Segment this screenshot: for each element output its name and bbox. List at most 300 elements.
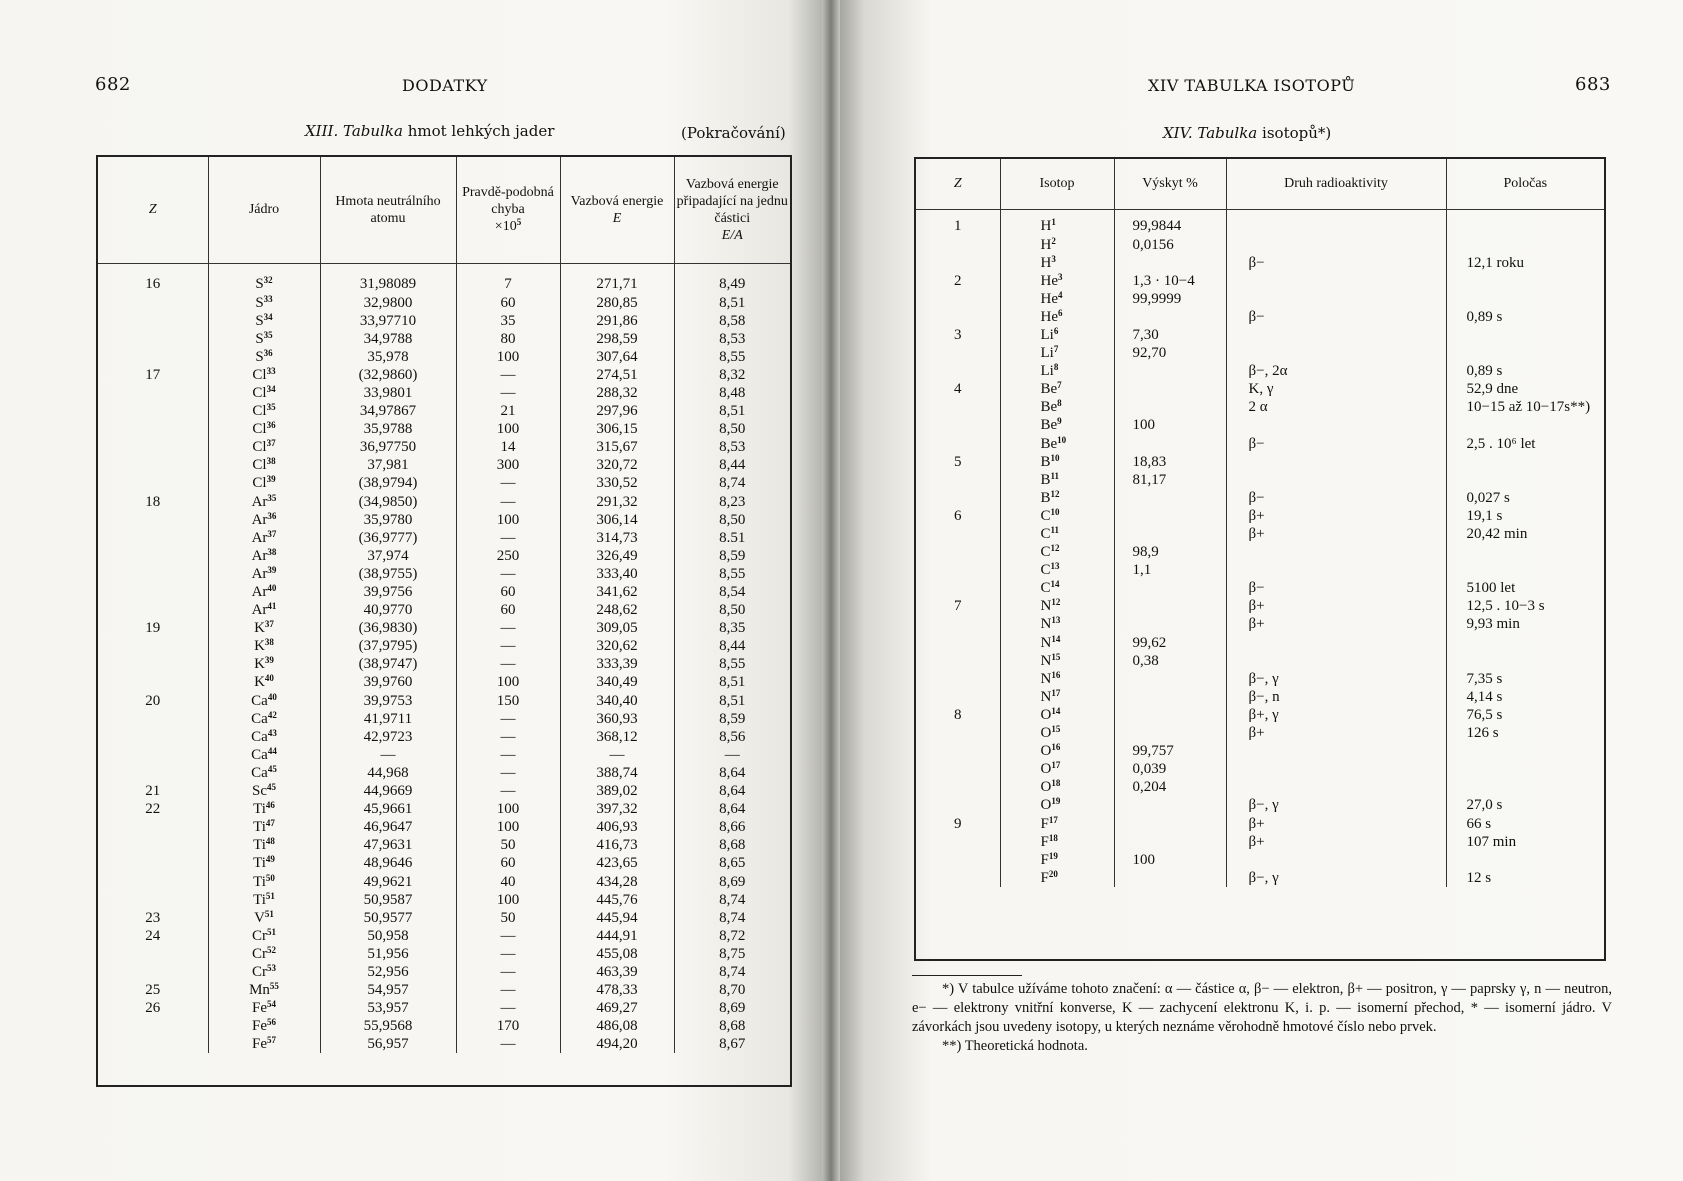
nucleus-symbol: Ar — [251, 584, 268, 600]
cell-isotope — [1000, 209, 1114, 236]
cell-z — [98, 601, 208, 619]
mass-number: 39 — [266, 474, 276, 485]
cell-error: — — [456, 493, 560, 511]
isotope-symbol: C — [1040, 580, 1051, 597]
cell-energy-per-particle: 8,53 — [674, 330, 790, 348]
cell-decay-type: K, γ — [1226, 380, 1446, 398]
cell-error: — — [456, 764, 560, 782]
cell-mass: 32,9800 — [320, 294, 456, 312]
nucleus-symbol: Ar — [251, 493, 268, 510]
cell-abundance — [1114, 706, 1226, 724]
cell-isotope — [1000, 489, 1114, 507]
left-running-head: DODATKY — [402, 76, 488, 95]
nucleus-symbol: Ti — [253, 819, 266, 836]
cell-half-life: 126 s — [1446, 724, 1604, 742]
cell-error: 80 — [456, 330, 560, 348]
cell-mass: 37,974 — [320, 547, 456, 565]
mass-number: 36 — [267, 510, 277, 521]
cell-decay-type — [1226, 471, 1446, 489]
cell-half-life — [1446, 634, 1604, 652]
mass-number: 55 — [269, 981, 279, 992]
table-row — [916, 652, 1604, 670]
cell-isotope — [1000, 471, 1114, 489]
cell-decay-type — [1226, 742, 1446, 760]
cell-energy-per-particle: 8,59 — [674, 547, 790, 565]
cell-half-life: 0,027 s — [1446, 489, 1604, 507]
cell-z — [98, 836, 208, 854]
cell-half-life: 19,1 s — [1446, 507, 1604, 525]
cell-isotope — [1000, 652, 1114, 670]
isotope-symbol: H — [1040, 254, 1052, 271]
mass-number: 43 — [267, 727, 277, 738]
table-row — [916, 742, 1604, 760]
cell-decay-type — [1226, 760, 1446, 778]
cell-isotope — [1000, 760, 1114, 778]
mass-number: 17 — [1051, 687, 1061, 698]
mass-number: 38 — [267, 546, 277, 557]
cell-binding-energy: 368,12 — [560, 728, 674, 746]
mass-number: 37 — [264, 619, 274, 630]
cell-mass: 35,978 — [320, 348, 456, 366]
table-row — [98, 263, 790, 294]
cell-error: 100 — [456, 511, 560, 529]
cell-error: 60 — [456, 601, 560, 619]
nucleus-symbol: Cl — [252, 384, 267, 401]
mass-number: 37 — [267, 528, 277, 539]
cell-nucleus — [208, 818, 320, 836]
cell-mass: 33,9801 — [320, 384, 456, 402]
table-row — [98, 746, 790, 764]
cell-z — [98, 384, 208, 402]
cell-error: 60 — [456, 854, 560, 872]
table-row — [916, 254, 1604, 272]
cell-z — [98, 945, 208, 963]
cell-mass: 33,97710 — [320, 312, 456, 330]
cell-error: 100 — [456, 818, 560, 836]
cell-decay-type — [1226, 634, 1446, 652]
mass-number: 7 — [1057, 380, 1062, 391]
cell-isotope — [1000, 724, 1114, 742]
cell-binding-energy: 445,76 — [560, 891, 674, 909]
caption-word: Tabulka — [343, 122, 403, 140]
isotope-symbol: N — [1040, 616, 1052, 633]
mass-number: 50 — [265, 872, 275, 883]
cell-mass: (36,9777) — [320, 529, 456, 547]
cell-energy-per-particle: 8,75 — [674, 945, 790, 963]
cell-mass: 44,968 — [320, 764, 456, 782]
isotope-symbol: F — [1040, 851, 1049, 868]
cell-energy-per-particle: 8,48 — [674, 384, 790, 402]
cell-abundance: 7,30 — [1114, 326, 1226, 344]
left-page-number: 682 — [95, 74, 131, 95]
cell-half-life: 0,89 s — [1446, 308, 1604, 326]
nucleus-symbol: Ti — [253, 801, 266, 818]
isotope-symbol: O — [1040, 779, 1052, 796]
cell-half-life — [1446, 760, 1604, 778]
cell-z — [916, 833, 1000, 851]
cell-binding-energy: 478,33 — [560, 981, 674, 999]
cell-half-life — [1446, 652, 1604, 670]
table-row — [98, 963, 790, 981]
cell-isotope — [1000, 416, 1114, 434]
cell-binding-energy: 333,40 — [560, 565, 674, 583]
mass-number: 39 — [264, 655, 274, 666]
cell-error: — — [456, 529, 560, 547]
cell-error: 14 — [456, 438, 560, 456]
nucleus-symbol: K — [254, 674, 265, 691]
isotope-symbol: F — [1040, 815, 1049, 832]
mass-number: 45 — [267, 763, 277, 774]
cell-binding-energy: 333,39 — [560, 655, 674, 673]
table-row — [98, 818, 790, 836]
cell-half-life — [1446, 344, 1604, 362]
cell-decay-type: β+ — [1226, 815, 1446, 833]
nucleus-symbol: Sc — [252, 783, 267, 800]
cell-isotope — [1000, 706, 1114, 724]
cell-energy-per-particle: 8,50 — [674, 420, 790, 438]
isotope-symbol: N — [1040, 634, 1052, 651]
isotope-symbol: Li — [1040, 326, 1054, 343]
cell-nucleus — [208, 330, 320, 348]
cell-isotope — [1000, 507, 1114, 525]
cell-energy-per-particle: 8,64 — [674, 764, 790, 782]
table-row — [98, 945, 790, 963]
table-row — [98, 1035, 790, 1053]
cell-decay-type: β−, γ — [1226, 670, 1446, 688]
cell-mass: 34,97867 — [320, 402, 456, 420]
nucleus-symbol: Ar — [251, 511, 268, 528]
nucleus-symbol: S — [255, 312, 264, 329]
cell-error: — — [456, 963, 560, 981]
cell-abundance — [1114, 688, 1226, 706]
mass-number: 40 — [267, 583, 277, 593]
cell-decay-type — [1226, 453, 1446, 471]
cell-decay-type: β−, γ — [1226, 796, 1446, 814]
cell-nucleus — [208, 619, 320, 637]
cell-energy-per-particle: 8,35 — [674, 619, 790, 637]
cell-energy-per-particle: 8,67 — [674, 1035, 790, 1053]
cell-z — [916, 796, 1000, 814]
table-row — [98, 655, 790, 673]
cell-z — [98, 456, 208, 474]
cell-z — [98, 764, 208, 782]
table-row — [98, 999, 790, 1017]
cell-energy-per-particle: 8,49 — [674, 263, 790, 294]
table-row — [98, 673, 790, 691]
cell-energy-per-particle: 8,74 — [674, 891, 790, 909]
mass-number: 34 — [266, 383, 276, 394]
table-row — [98, 764, 790, 782]
cell-binding-energy: 423,65 — [560, 854, 674, 872]
cell-abundance — [1114, 398, 1226, 416]
cell-binding-energy: 416,73 — [560, 836, 674, 854]
table-row — [98, 547, 790, 565]
cell-mass: 37,981 — [320, 456, 456, 474]
cell-abundance — [1114, 815, 1226, 833]
nucleus-symbol: Cr — [252, 927, 267, 944]
mass-number: 12 — [1050, 543, 1060, 554]
nucleus-symbol: S — [255, 294, 264, 311]
cell-binding-energy: 291,86 — [560, 312, 674, 330]
cell-half-life — [1446, 416, 1604, 434]
isotope-symbol: O — [1040, 725, 1052, 742]
cell-energy-per-particle: 8.51 — [674, 529, 790, 547]
cell-error: 100 — [456, 348, 560, 366]
cell-isotope — [1000, 815, 1114, 833]
table-row — [916, 435, 1604, 453]
cell-energy-per-particle: 8,68 — [674, 1017, 790, 1035]
mass-number: 51 — [264, 908, 274, 919]
cell-z — [98, 511, 208, 529]
cell-z — [98, 1017, 208, 1035]
table-row — [916, 236, 1604, 254]
cell-nucleus — [208, 655, 320, 673]
cell-z — [916, 435, 1000, 453]
nucleus-symbol: Cl — [252, 457, 267, 474]
table-row — [98, 294, 790, 312]
cell-binding-energy: 307,64 — [560, 348, 674, 366]
cell-decay-type — [1226, 416, 1446, 434]
cell-isotope — [1000, 851, 1114, 869]
table-row — [916, 634, 1604, 652]
table-row — [98, 438, 790, 456]
cell-isotope — [1000, 362, 1114, 380]
cell-z — [98, 565, 208, 583]
cell-z — [98, 963, 208, 981]
cell-z — [916, 416, 1000, 434]
cell-binding-energy: 314,73 — [560, 529, 674, 547]
cell-error: — — [456, 782, 560, 800]
cell-half-life: 7,35 s — [1446, 670, 1604, 688]
right-page-number: 683 — [1575, 74, 1611, 95]
table-row — [98, 981, 790, 999]
cell-error: 50 — [456, 836, 560, 854]
isotope-symbol: H — [1040, 218, 1052, 235]
cell-z: 22 — [145, 801, 161, 818]
continued-label: (Pokračování) — [681, 124, 786, 142]
cell-energy-per-particle: 8,50 — [674, 511, 790, 529]
cell-half-life: 9,93 min — [1446, 615, 1604, 633]
mass-number: 45 — [267, 782, 276, 793]
isotope-symbol: Be — [1040, 417, 1058, 434]
cell-half-life — [1446, 471, 1604, 489]
cell-z — [98, 438, 208, 456]
cell-abundance — [1114, 507, 1226, 525]
cell-isotope — [1000, 543, 1114, 561]
table-row — [98, 565, 790, 583]
right-running-head: XIV TABULKA ISOTOPŮ — [1148, 76, 1356, 95]
table-row — [98, 312, 790, 330]
cell-half-life — [1446, 272, 1604, 290]
cell-error: 300 — [456, 456, 560, 474]
cell-z — [916, 525, 1000, 543]
cell-energy-per-particle: 8,69 — [674, 999, 790, 1017]
cell-binding-energy: 406,93 — [560, 818, 674, 836]
table-row — [916, 362, 1604, 380]
mass-number: 9 — [1057, 416, 1062, 427]
isotope-symbol: O — [1040, 797, 1052, 814]
mass-number: 17 — [1048, 814, 1058, 825]
mass-number: 19 — [1051, 796, 1061, 807]
cell-error: — — [456, 927, 560, 945]
mass-number: 3 — [1051, 253, 1056, 264]
cell-binding-energy: 360,93 — [560, 710, 674, 728]
cell-z: 21 — [145, 783, 161, 800]
cell-z — [916, 652, 1000, 670]
mass-number: 7 — [1053, 344, 1059, 355]
cell-binding-energy: 494,20 — [560, 1035, 674, 1053]
cell-z — [98, 348, 208, 366]
cell-nucleus — [208, 854, 320, 872]
cell-half-life: 2,5 . 10⁶ let — [1446, 435, 1604, 453]
cell-energy-per-particle: 8,51 — [674, 692, 790, 710]
cell-decay-type: β+ — [1226, 615, 1446, 633]
table-row — [916, 543, 1604, 561]
cell-nucleus — [208, 873, 320, 891]
cell-binding-energy: 389,02 — [560, 782, 674, 800]
cell-half-life — [1446, 742, 1604, 760]
table-row — [916, 416, 1604, 434]
cell-isotope — [1000, 597, 1114, 615]
mass-number: 13 — [1051, 615, 1061, 626]
mass-number: 15 — [1051, 651, 1061, 662]
table-row — [98, 348, 790, 366]
cell-isotope — [1000, 326, 1114, 344]
cell-nucleus — [208, 583, 320, 601]
mass-number: 46 — [265, 800, 275, 811]
mass-number: 1 — [1051, 217, 1056, 228]
nucleus-symbol: K — [254, 656, 265, 673]
mass-number: 16 — [1051, 742, 1061, 753]
cell-error: — — [456, 474, 560, 492]
cell-abundance — [1114, 380, 1226, 398]
cell-error: 170 — [456, 1017, 560, 1035]
cell-binding-energy: 306,14 — [560, 511, 674, 529]
cell-binding-energy: 271,71 — [560, 263, 674, 294]
cell-error: 100 — [456, 420, 560, 438]
cell-energy-per-particle: 8,74 — [674, 963, 790, 981]
cell-z: 9 — [954, 815, 962, 832]
cell-energy-per-particle: 8,64 — [674, 782, 790, 800]
table-row — [916, 453, 1604, 471]
mass-number: 4 — [1058, 289, 1063, 300]
mass-number: 3 — [1058, 271, 1063, 282]
cell-isotope — [1000, 254, 1114, 272]
cell-half-life: 12 s — [1446, 869, 1604, 887]
table-row — [98, 330, 790, 348]
cell-half-life: 76,5 s — [1446, 706, 1604, 724]
cell-nucleus — [208, 637, 320, 655]
cell-nucleus — [208, 963, 320, 981]
table-row — [916, 326, 1604, 344]
mass-number: 44 — [267, 745, 277, 756]
cell-z — [98, 529, 208, 547]
mass-number: 47 — [265, 818, 275, 829]
cell-mass: (38,9794) — [320, 474, 456, 492]
cell-nucleus — [208, 800, 320, 818]
cell-binding-energy: 434,28 — [560, 873, 674, 891]
mass-number: 8 — [1057, 398, 1062, 409]
nucleus-symbol: K — [254, 638, 265, 655]
cell-isotope — [1000, 308, 1114, 326]
cell-abundance — [1114, 796, 1226, 814]
cell-z — [98, 710, 208, 728]
cell-decay-type: β+ — [1226, 507, 1446, 525]
table-row — [98, 637, 790, 655]
nucleus-symbol: Cl — [252, 475, 267, 492]
table-row — [916, 615, 1604, 633]
cell-error: 50 — [456, 909, 560, 927]
cell-decay-type: β+, γ — [1226, 706, 1446, 724]
footnote-2: **) Theoretická hodnota. — [942, 1038, 1088, 1054]
isotope-symbol: Be — [1040, 381, 1058, 398]
cell-mass: (38,9755) — [320, 565, 456, 583]
table-row — [916, 380, 1604, 398]
cell-mass: 55,9568 — [320, 1017, 456, 1035]
nucleus-symbol: Ar — [251, 529, 268, 546]
cell-z — [98, 420, 208, 438]
cell-abundance: 99,757 — [1114, 742, 1226, 760]
cell-binding-energy: 274,51 — [560, 366, 674, 384]
table-row — [916, 597, 1604, 615]
cell-error: 60 — [456, 583, 560, 601]
caption-rest: isotopů*) — [1262, 124, 1332, 142]
cell-mass: 56,957 — [320, 1035, 456, 1053]
cell-z — [916, 290, 1000, 308]
cell-mass: 39,9756 — [320, 583, 456, 601]
mass-number: 8 — [1053, 362, 1059, 373]
cell-energy-per-particle: 8,50 — [674, 601, 790, 619]
mass-number: 54 — [267, 999, 276, 1010]
cell-nucleus — [208, 710, 320, 728]
cell-mass: 44,9669 — [320, 782, 456, 800]
cell-isotope — [1000, 778, 1114, 796]
cell-half-life — [1446, 543, 1604, 561]
cell-isotope — [1000, 796, 1114, 814]
mass-number: 10 — [1057, 434, 1067, 445]
cell-nucleus — [208, 529, 320, 547]
cell-isotope — [1000, 742, 1114, 760]
mass-number: 6 — [1058, 307, 1063, 318]
mass-number: 32 — [263, 275, 273, 286]
cell-mass: 49,9621 — [320, 873, 456, 891]
cell-error: — — [456, 637, 560, 655]
cell-decay-type — [1226, 543, 1446, 561]
table-row — [98, 854, 790, 872]
cell-error: — — [456, 1035, 560, 1053]
cell-error: — — [456, 728, 560, 746]
cell-binding-energy: 469,27 — [560, 999, 674, 1017]
col-header-half-life: Poločas — [1446, 159, 1604, 209]
isotope-symbol: C — [1040, 544, 1051, 561]
left-table-caption — [305, 122, 554, 140]
cell-error: — — [456, 999, 560, 1017]
cell-half-life — [1446, 209, 1604, 236]
cell-half-life — [1446, 778, 1604, 796]
mass-number: 38 — [264, 637, 274, 648]
nucleus-symbol: K — [254, 620, 265, 637]
book-gutter — [822, 0, 840, 1181]
mass-number: 12 — [1050, 488, 1060, 499]
cell-binding-energy: 330,52 — [560, 474, 674, 492]
cell-half-life: 10−15 až 10−17s**) — [1446, 398, 1604, 416]
cell-half-life: 20,42 min — [1446, 525, 1604, 543]
cell-abundance: 0,204 — [1114, 778, 1226, 796]
caption-number: XIII. — [305, 122, 339, 140]
table-row — [98, 1017, 790, 1035]
cell-energy-per-particle: 8,51 — [674, 294, 790, 312]
cell-half-life: 52,9 dne — [1446, 380, 1604, 398]
